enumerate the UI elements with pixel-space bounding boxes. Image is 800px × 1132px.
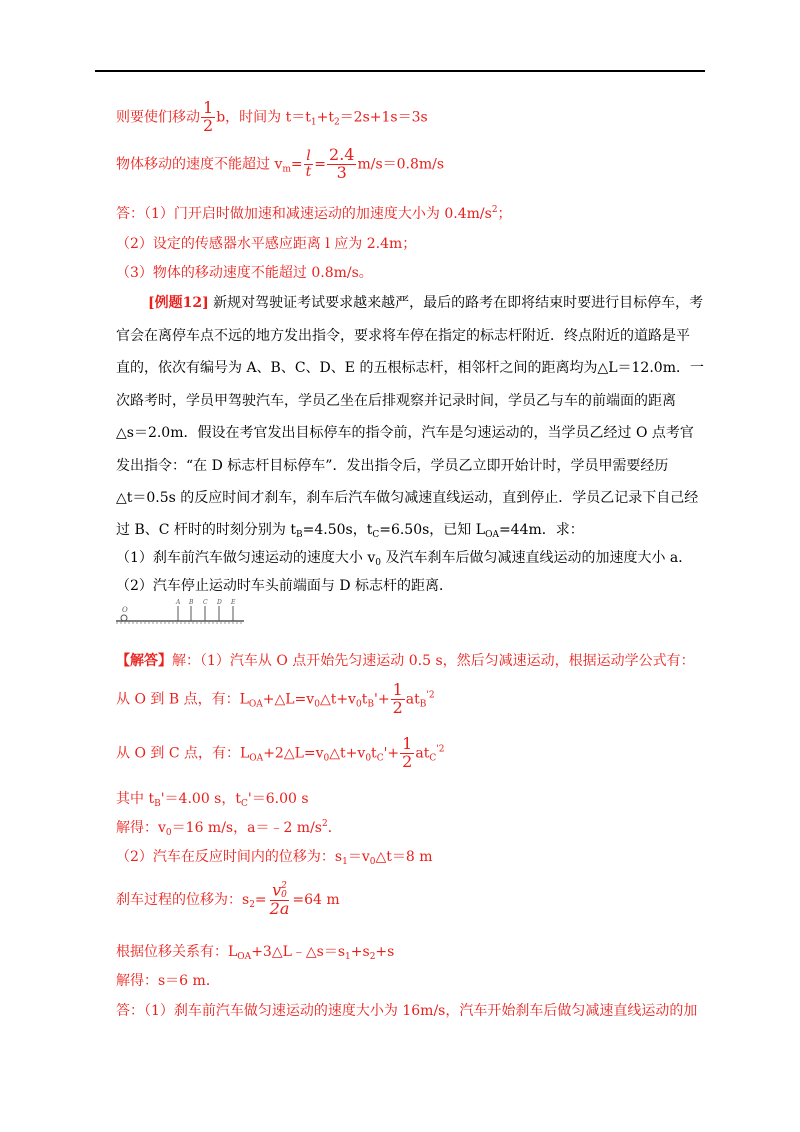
text: 过 B、C 杆时的时刻分别为 t [116, 522, 296, 538]
fraction [391, 682, 405, 717]
fig-label-b: B [189, 599, 194, 606]
fraction [201, 100, 215, 135]
solution-ob [116, 682, 435, 717]
subscript: 0 [355, 699, 362, 710]
fraction [268, 882, 292, 918]
example-line-1 [148, 292, 703, 312]
text: +s [375, 944, 395, 960]
text: 新规对驾驶证考试要求越来越严，最后的路考在即将结束时要进行目标停车，考 [208, 295, 704, 311]
subscript: OA [249, 753, 264, 764]
text: ． [327, 820, 342, 836]
superscript: 2 [491, 205, 498, 215]
subscript: 0 [281, 890, 287, 900]
answer-3: （3）物体的移动速度不能超过 0.8m/s。 [116, 265, 373, 281]
text: （1）刹车前汽车做匀速运动的速度大小 v [116, 550, 376, 566]
subscript: B [367, 699, 374, 710]
denominator: t [305, 163, 312, 180]
solution-oc [116, 736, 444, 771]
text: t [361, 691, 368, 708]
text: +t [316, 109, 334, 126]
solution-relation [116, 941, 394, 962]
text: 及汽车刹车后做匀减速直线运动的加速度大小 a． [381, 550, 693, 566]
subscript: B [154, 799, 161, 809]
subscript: m [282, 164, 291, 175]
text: 其中 t [116, 791, 155, 807]
text: +△L=v [262, 691, 315, 708]
text: 从 O 到 C 点，有：L [116, 745, 250, 762]
subscript: C [429, 753, 437, 764]
denominator: 2a [269, 899, 290, 918]
question-1 [116, 547, 692, 568]
subscript: C [376, 753, 384, 764]
script-stack [281, 882, 287, 900]
solution-times [116, 788, 309, 809]
solution-result-2: 解得：s＝6 m． [116, 973, 220, 989]
example-line-2: 官会在离停车点不远的地方发出指令，要求将车停在指定的标志杆附近．终点附近的道路是平 [116, 328, 690, 344]
text: +s [350, 944, 370, 960]
text: +2△L=v [263, 745, 324, 762]
car-marker [121, 615, 127, 621]
text: ＝v [347, 849, 370, 865]
numerator: 2.4 [329, 145, 355, 164]
fraction [304, 149, 314, 179]
text: =44m．求： [498, 522, 584, 538]
text: b，时间为 t＝t [216, 109, 311, 126]
text: 解：（1）汽车从 O 点开始先匀速运动 0.5 s，然后匀减速运动，根据运动学公式有： [172, 653, 695, 669]
subscript: 0 [369, 857, 376, 867]
fig-label-e: E [231, 599, 236, 606]
text: （2）汽车在反应时间内的位移为：s [116, 849, 343, 865]
subscript: 0 [375, 558, 381, 568]
subscript: 0 [314, 699, 320, 710]
text: '＝6.00 s [247, 791, 309, 807]
text: ＝16 m/s，a＝﹣2 m/s [171, 820, 322, 836]
subscript: 1 [342, 857, 348, 867]
subscript: 2 [369, 952, 376, 962]
denominator: 2 [392, 697, 403, 717]
numerator: 1 [203, 98, 214, 117]
text: =6.50s，已知 L [379, 522, 486, 538]
subscript: B [419, 699, 427, 710]
solution-intro [116, 650, 695, 670]
variable: v [272, 880, 282, 900]
text: +3△L﹣△s＝s [251, 944, 346, 960]
text: t [371, 745, 377, 762]
denominator: 2 [203, 115, 214, 135]
text: ＝2s+1s＝3s [339, 109, 428, 126]
subscript: OA [485, 530, 499, 540]
text: 则要使们移动 [116, 109, 200, 126]
answer-2: （2）设定的传感器水平感应距离 l 应为 2.4m； [116, 236, 417, 252]
example-tag: [例题12] [148, 295, 209, 311]
subscript: C [240, 799, 248, 809]
header-rule [95, 70, 705, 72]
text: =4.50s，t [302, 522, 373, 538]
text: m/s＝0.8m/s [357, 156, 445, 173]
text: '+ [383, 745, 400, 762]
fraction [400, 736, 414, 771]
example-line-5: △s＝2.0m．假设在考官发出目标停车的指令前，汽车是匀速运动的，当学员乙经过 O 点考官 [116, 425, 694, 441]
subscript: C [372, 530, 380, 540]
text: at [415, 745, 430, 762]
subscript: 1 [310, 117, 317, 128]
text: △t+v [329, 745, 366, 762]
subscript: 2 [249, 899, 255, 910]
solution-answer: 答：（1）刹车前汽车做匀速运动的速度大小为 16m/s，汽车开始刹车后做匀减速直线运动的加 [116, 1003, 698, 1019]
answer-1 [116, 203, 512, 223]
numerator: 1 [392, 680, 403, 699]
example-line-4: 次路考时，学员甲驾驶汽车，学员乙坐在后排观察并记录时间，学员乙与车的前端面的距离 [116, 393, 676, 409]
superscript: 2 [281, 881, 287, 891]
numerator: 1 [402, 734, 413, 753]
solution-line-2 [116, 147, 444, 182]
subscript: 1 [345, 952, 351, 962]
text: = [290, 156, 303, 173]
text: 根据位移关系有：L [116, 944, 238, 960]
fig-label-d: D [217, 599, 222, 606]
text: 物体移动的速度不能超过 v [116, 156, 283, 173]
text: △t＝8 m [375, 849, 433, 865]
denominator: 3 [336, 162, 347, 182]
solution-part-2 [116, 846, 433, 867]
superscript: '2 [436, 744, 445, 755]
subscript: 2 [333, 117, 340, 128]
example-line-3: 直的，依次有编号为 A、B、C、D、E 的五根标志杆，相邻杆之间的距离均为△L＝12.0m．一 [116, 360, 704, 376]
subscript: B [295, 530, 303, 540]
text: = [254, 891, 267, 908]
subscript: 0 [323, 753, 330, 764]
superscript: '2 [426, 690, 435, 701]
road-figure [116, 596, 246, 626]
superscript: 2 [321, 819, 328, 829]
solution-result-1 [116, 817, 342, 838]
solution-tag: 【解答】 [116, 653, 172, 669]
text: △t+v [319, 691, 356, 708]
question-2: （2）汽车停止运动时车头前端面与 D 标志杆的距离． [116, 578, 454, 594]
text: at [405, 691, 420, 708]
text: 答：（1）门开启时做加速和减速运动的加速度大小为 0.4m/s [116, 206, 492, 222]
fig-label-o: O [122, 606, 128, 614]
text: 解得：v [116, 820, 166, 836]
text: 从 O 到 B 点，有：L [116, 691, 249, 708]
subscript: 0 [165, 828, 172, 838]
fig-label-a: A [176, 599, 181, 606]
text: ； [497, 206, 512, 222]
fraction [327, 147, 356, 182]
subscript: OA [237, 952, 252, 962]
solution-braking [116, 882, 340, 918]
subscript: OA [248, 699, 263, 710]
text: = [314, 156, 327, 173]
example-line-7: △t＝0.5s 的反应时间才刹车，刹车后汽车做匀减速直线运动，直到停止．学员乙记录下自己经 [116, 490, 699, 506]
example-line-6: 发出指令：“在 D 标志杆目标停车”．发出指令后，学员乙立即开始计时，学员甲需要经历 [116, 458, 669, 474]
text: '+ [373, 691, 390, 708]
text: '＝4.00 s，t [160, 791, 241, 807]
fig-label-c: C [203, 599, 208, 606]
numerator: l [306, 148, 311, 165]
subscript: 0 [365, 753, 372, 764]
text: =64 m [292, 891, 340, 908]
text: 刹车过程的位移为：s [116, 891, 250, 908]
solution-line-1 [116, 100, 428, 135]
example-line-8 [116, 519, 584, 540]
denominator: 2 [402, 751, 413, 771]
